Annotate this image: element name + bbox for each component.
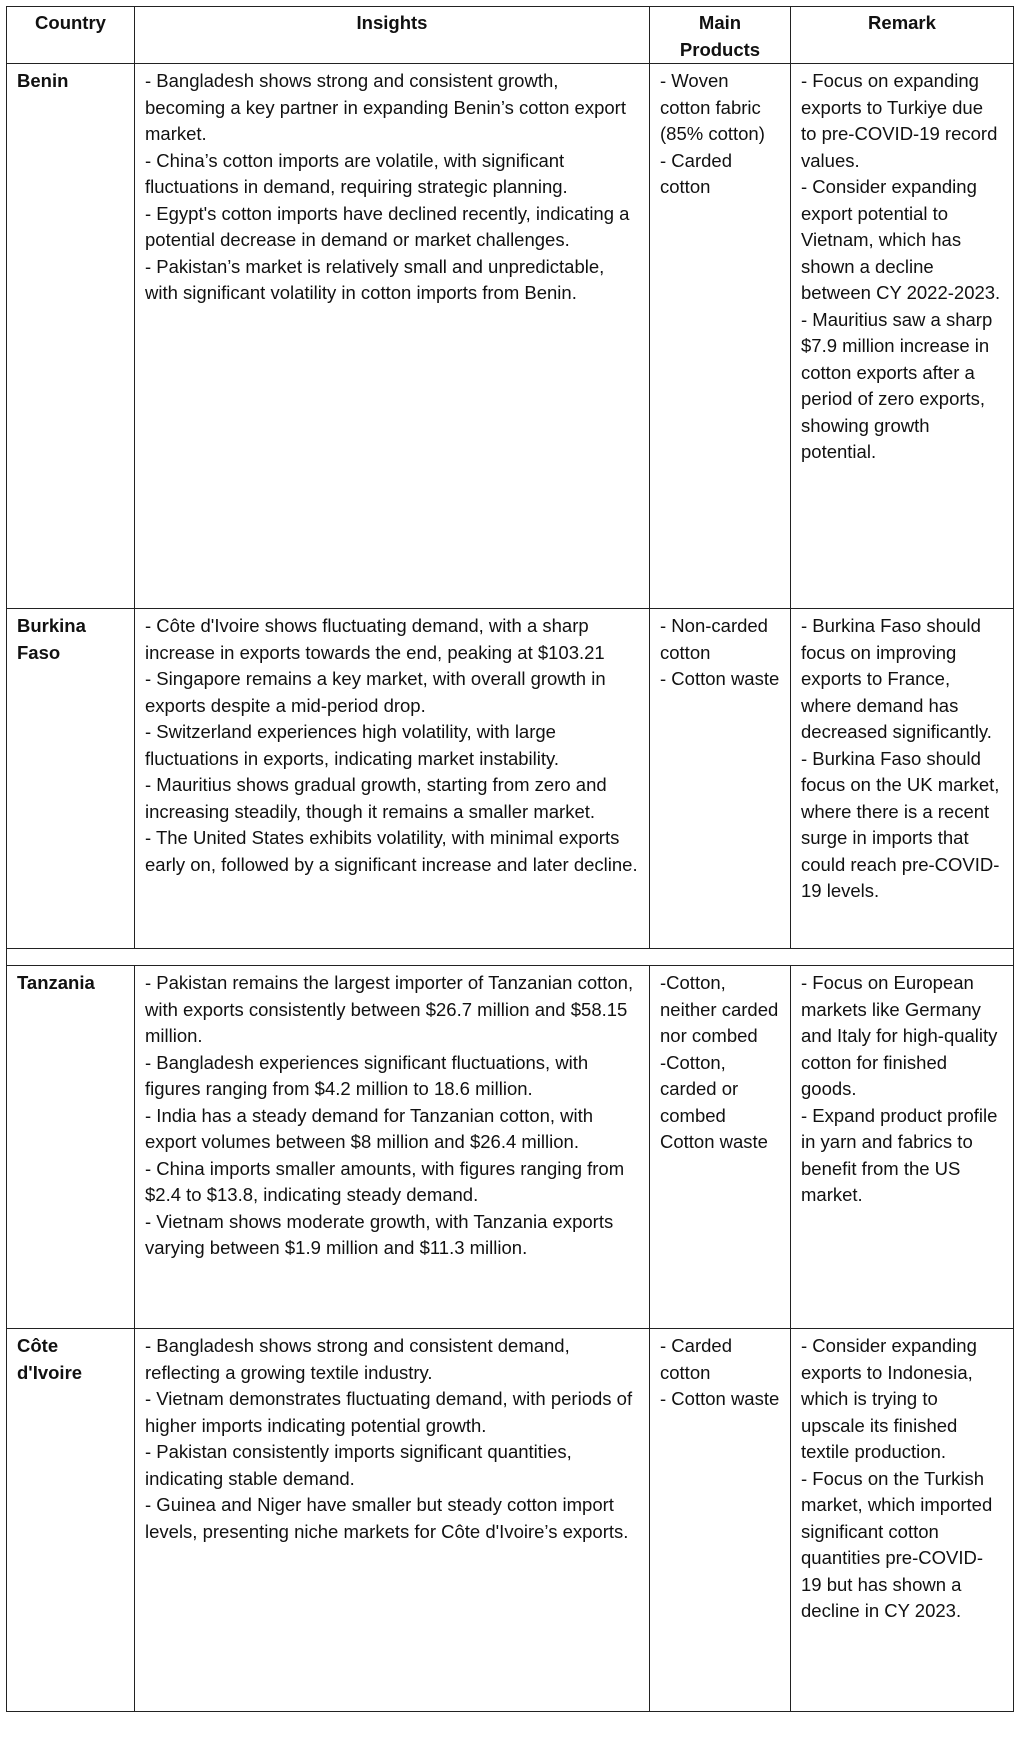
products-cell [650, 966, 791, 1329]
insight-line: - Singapore remains a key market, with overall growth in exports despite a mid-period drop. [145, 668, 606, 716]
insight-line: - Bangladesh shows strong and consistent demand, reflecting a growing textile industry. [145, 1335, 570, 1383]
table-header-row [7, 7, 1014, 64]
insight-line: - Pakistan consistently imports significant quantities, indicating stable demand. [145, 1441, 572, 1489]
document-page [6, 6, 1013, 1712]
insight-line: - Bangladesh shows strong and consistent growth, becoming a key partner in expanding Benin’s cotton export market. [145, 70, 626, 144]
product-line: - Non-carded cotton [660, 615, 768, 663]
insight-line: - The United States exhibits volatility, with minimal exports early on, followed by a significant increase and later decline. [145, 827, 638, 875]
insight-line: - Pakistan remains the largest importer of Tanzanian cotton, with exports consistently between $26.7 million and $58.15 million. [145, 972, 634, 1046]
products-cell [650, 1329, 791, 1712]
insights-cell [135, 1329, 650, 1712]
product-line: - Cotton waste [660, 1388, 780, 1409]
country-insights-table [6, 6, 1014, 1712]
remark-line: - Mauritius saw a sharp $7.9 million increase in cotton exports after a period of zero exports, showing growth potential. [801, 308, 993, 462]
insights-cell [135, 966, 650, 1329]
remark-cell [791, 64, 1014, 609]
country-cell: Tanzania [7, 966, 135, 1329]
country-cell: Côte d'Ivoire [7, 1329, 135, 1712]
section-gap-cell [7, 949, 1014, 966]
remark-line: - Expand product profile in yarn and fabrics to benefit from the US market. [801, 1104, 998, 1205]
remark-cell [791, 609, 1014, 949]
insight-line: - Guinea and Niger have smaller but steady cotton import levels, presenting niche markets for Côte d'Ivoire’s exports. [145, 1494, 629, 1542]
remark-line: - Consider expanding export potential to Vietnam, which has shown a decline between CY 2022-2023. [801, 176, 1001, 303]
insight-line: - Mauritius shows gradual growth, starting from zero and increasing steadily, though it remains a smaller market. [145, 774, 607, 822]
remark-cell [791, 1329, 1014, 1712]
country-cell: Burkina Faso [7, 609, 135, 949]
section-gap [7, 949, 1014, 966]
products-cell [650, 609, 791, 949]
table-row [7, 64, 1014, 609]
insight-line: - China’s cotton imports are volatile, with significant fluctuations in demand, requiring strategic planning. [145, 149, 568, 197]
product-line: -Cotton, carded or combed [660, 1051, 739, 1126]
remark-line: - Focus on the Turkish market, which imported significant cotton quantities pre-COVID-19 but has shown a decline in CY 2023. [801, 1467, 993, 1621]
remark-line: - Burkina Faso should focus on improving exports to France, where demand has decreased significantly. [801, 615, 992, 742]
remark-line: - Burkina Faso should focus on the UK market, where there is a recent surge in imports that could reach pre-COVID-19 levels. [801, 747, 1000, 901]
product-line: Cotton waste [660, 1131, 768, 1152]
insight-line: - Egypt's cotton imports have declined recently, indicating a potential decrease in demand or market challenges. [145, 202, 630, 250]
insight-line: - India has a steady demand for Tanzanian cotton, with export volumes between $8 million and $26.4 million. [145, 1104, 594, 1152]
header-main-products: Main Products [650, 7, 791, 64]
remark-line: - Focus on European markets like Germany and Italy for high-quality cotton for finished goods. [801, 972, 998, 1099]
remark-cell [791, 966, 1014, 1329]
remark-line: - Focus on expanding exports to Turkiye due to pre-COVID-19 record values. [801, 70, 998, 171]
header-remark: Remark [791, 7, 1014, 64]
insight-line: - Bangladesh experiences significant fluctuations, with figures ranging from $4.2 million to 18.6 million. [145, 1051, 589, 1099]
product-line: -Cotton, neither carded nor combed [660, 972, 779, 1046]
insight-line: - Côte d'Ivoire shows fluctuating demand, with a sharp increase in exports towards the end, peaking at $103.21 [145, 615, 605, 663]
insight-line: - Vietnam shows moderate growth, with Tanzania exports varying between $1.9 million and $11.3 million. [145, 1210, 614, 1258]
table-row [7, 609, 1014, 949]
header-country: Country [7, 7, 135, 64]
remark-line: - Consider expanding exports to Indonesia, which is trying to upscale its finished textile production. [801, 1335, 977, 1462]
product-line: - Carded cotton [660, 149, 732, 197]
insight-line: - China imports smaller amounts, with figures ranging from $2.4 to $13.8, indicating steady demand. [145, 1157, 625, 1205]
insight-line: - Pakistan’s market is relatively small and unpredictable, with significant volatility in cotton imports from Benin. [145, 255, 605, 303]
products-cell [650, 64, 791, 609]
product-line: - Carded cotton [660, 1335, 732, 1383]
insights-cell [135, 609, 650, 949]
product-line: - Cotton waste [660, 668, 780, 689]
table-row [7, 966, 1014, 1329]
table-row [7, 1329, 1014, 1712]
product-line: - Woven cotton fabric (85% cotton) [660, 70, 765, 144]
country-cell: Benin [7, 64, 135, 609]
header-insights: Insights [135, 7, 650, 64]
insight-line: - Vietnam demonstrates fluctuating demand, with periods of higher imports indicating potential growth. [145, 1388, 633, 1436]
insight-line: - Switzerland experiences high volatility, with large fluctuations in exports, indicating market instability. [145, 721, 560, 769]
insights-cell [135, 64, 650, 609]
